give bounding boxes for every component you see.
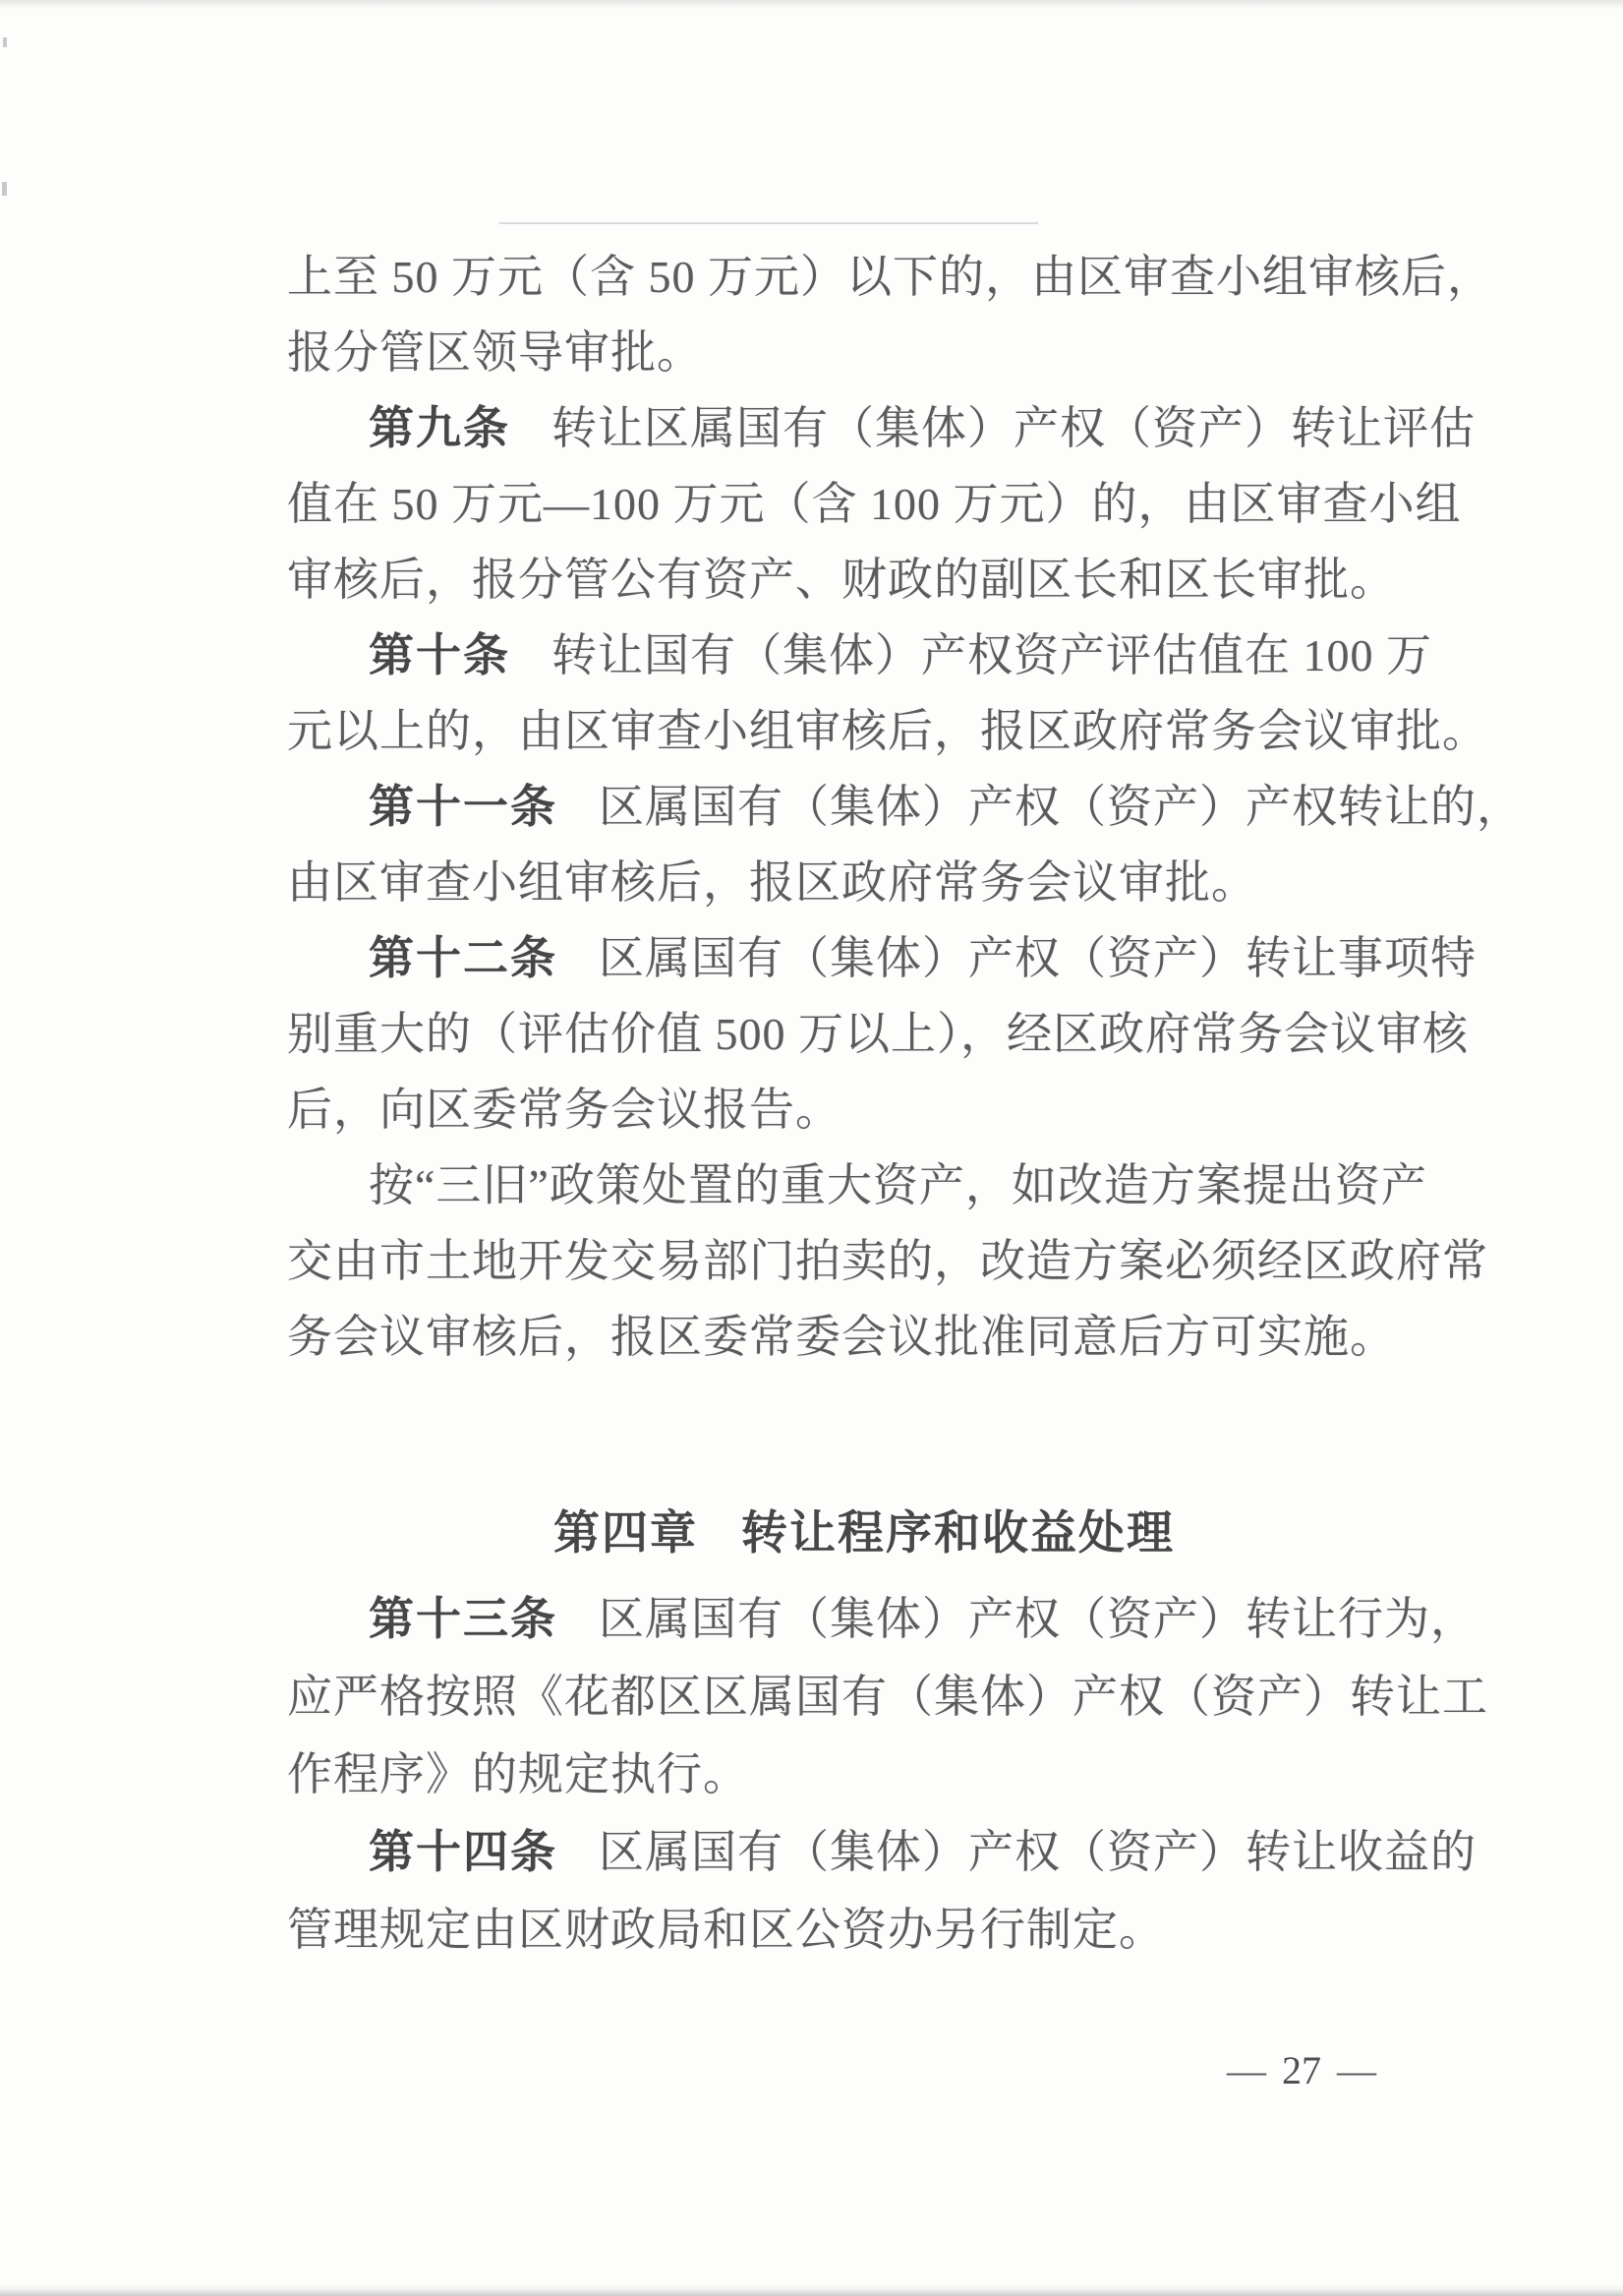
text-line <box>369 780 1523 833</box>
line-text: 交由市土地开发交易部门拍卖的，改造方案必须经区政府常 <box>287 1236 1488 1286</box>
page-number-dash-left: — <box>1227 2048 1266 2092</box>
line-text: 后，向区委常务会议报告。 <box>287 1085 841 1135</box>
article-number: 第十四条 <box>369 1826 557 1877</box>
scan-speck-artifact <box>3 37 7 47</box>
text-line <box>287 1670 1488 1723</box>
article-number: 第十二条 <box>369 932 557 983</box>
page-number-dash-right: — <box>1337 2048 1376 2092</box>
line-text: 管理规定由区财政局和区公资办另行制定。 <box>287 1905 1165 1955</box>
text-line <box>287 704 1488 757</box>
text-line <box>369 628 1432 681</box>
line-text: 报分管区领导审批。 <box>287 327 703 378</box>
line-text: 转让区属国有（集体）产权（资产）转让评估 <box>551 403 1476 453</box>
text-line <box>369 1825 1477 1878</box>
text-line <box>369 1592 1477 1645</box>
chapter-heading <box>553 1505 1175 1560</box>
text-line <box>287 553 1396 606</box>
chapter-number: 第四章 <box>553 1506 698 1559</box>
text-line <box>287 1747 749 1800</box>
line-text: 区属国有（集体）产权（资产）转让事项特 <box>599 933 1477 983</box>
scan-edge-artifact-bottom <box>0 2284 1623 2296</box>
text-line <box>287 1903 1165 1956</box>
page-number-value: 27 <box>1282 2048 1321 2092</box>
line-text: 由区审查小组审核后，报区政府常务会议审批。 <box>287 857 1257 908</box>
text-line <box>369 931 1477 984</box>
text-line <box>287 1310 1396 1363</box>
line-text: 区属国有（集体）产权（资产）产权转让的， <box>599 782 1523 832</box>
text-line <box>287 477 1462 530</box>
text-line <box>287 1007 1469 1060</box>
line-text: 作程序》的规定执行。 <box>287 1749 749 1799</box>
text-line <box>287 250 1493 303</box>
page-number <box>1211 2047 1392 2094</box>
line-text: 上至 50 万元（含 50 万元）以下的，由区审查小组审核后， <box>287 252 1493 302</box>
text-line <box>287 325 703 379</box>
scan-edge-artifact-top <box>0 0 1623 9</box>
scan-speck-artifact <box>2 182 7 196</box>
text-line <box>287 1083 841 1136</box>
scan-line-artifact <box>499 222 1038 224</box>
line-text: 区属国有（集体）产权（资产）转让收益的 <box>599 1827 1477 1877</box>
line-text: 别重大的（评估价值 500 万以上），经区政府常务会议审核 <box>287 1009 1469 1059</box>
line-text: 按“三旧”政策处置的重大资产，如改造方案提出资产 <box>369 1160 1427 1210</box>
article-number: 第十一条 <box>369 781 557 832</box>
article-number: 第九条 <box>369 402 510 453</box>
text-line <box>369 401 1476 454</box>
chapter-title: 转让程序和收益处理 <box>741 1506 1175 1559</box>
text-line <box>287 855 1257 909</box>
article-number: 第十三条 <box>369 1593 557 1644</box>
text-line <box>287 1234 1488 1287</box>
line-text: 值在 50 万元—100 万元（含 100 万元）的，由区审查小组 <box>287 479 1462 529</box>
line-text: 应严格按照《花都区区属国有（集体）产权（资产）转让工 <box>287 1672 1488 1722</box>
line-text: 务会议审核后，报区委常委会议批准同意后方可实施。 <box>287 1312 1396 1362</box>
line-text: 转让国有（集体）产权资产评估值在 100 万 <box>551 630 1432 680</box>
article-number: 第十条 <box>369 629 510 680</box>
line-text: 区属国有（集体）产权（资产）转让行为， <box>599 1594 1477 1644</box>
line-text: 元以上的，由区审查小组审核后，报区政府常务会议审批。 <box>287 706 1488 756</box>
line-text: 审核后，报分管公有资产、财政的副区长和区长审批。 <box>287 555 1396 605</box>
text-line <box>369 1158 1427 1211</box>
